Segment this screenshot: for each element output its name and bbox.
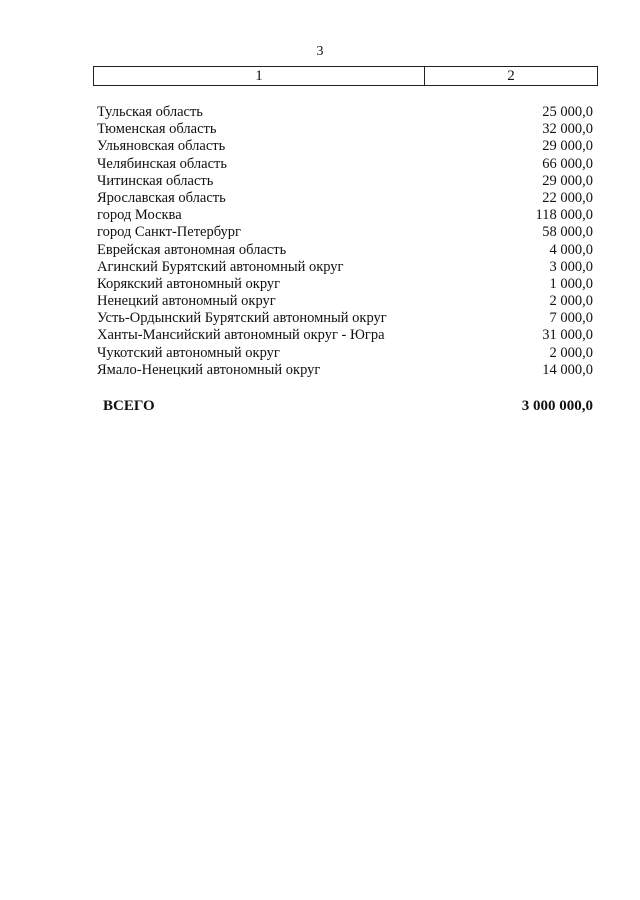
region-amount: 31 000,0 xyxy=(542,327,593,344)
table-row xyxy=(97,310,593,327)
table-row xyxy=(97,190,593,207)
page-number: 3 xyxy=(316,44,324,59)
region-amount: 58 000,0 xyxy=(542,224,593,241)
total-row xyxy=(103,398,593,415)
region-name: Тульская область xyxy=(97,104,203,120)
region-amount: 7 000,0 xyxy=(549,310,593,327)
region-amount: 3 000,0 xyxy=(549,258,593,275)
region-name: Еврейская автономная область xyxy=(97,241,287,258)
region-name: Ненецкий автономный округ xyxy=(97,293,276,310)
region-name: Ямало-Ненецкий автономный округ xyxy=(97,361,321,378)
table-row xyxy=(97,293,593,310)
table-row xyxy=(97,259,593,276)
region-amount: 1 000,0 xyxy=(549,275,593,292)
region-amount: 29 000,0 xyxy=(542,138,593,155)
region-amount: 32 000,0 xyxy=(542,121,593,138)
table-row xyxy=(97,345,593,362)
table-row xyxy=(97,224,593,241)
table-row xyxy=(97,207,593,224)
region-name: город Москва xyxy=(97,207,182,224)
region-name: Читинская область xyxy=(97,172,214,189)
region-amount: 2 000,0 xyxy=(549,344,593,361)
region-list xyxy=(97,104,593,379)
table-row xyxy=(97,276,593,293)
region-amount: 22 000,0 xyxy=(542,189,593,206)
region-name: Агинский Бурятский автономный округ xyxy=(97,258,344,275)
region-amount: 118 000,0 xyxy=(535,207,593,224)
region-name: Ярославская область xyxy=(97,189,226,206)
table-row xyxy=(97,104,593,121)
table-row xyxy=(97,327,593,344)
table-row xyxy=(97,156,593,173)
column-2-header: 2 xyxy=(507,68,515,84)
region-amount: 66 000,0 xyxy=(542,155,593,172)
table-row xyxy=(97,121,593,138)
region-name: Челябинская область xyxy=(97,155,227,172)
region-name: Тюменская область xyxy=(97,121,217,138)
table-row xyxy=(97,173,593,190)
region-name: Корякский автономный округ xyxy=(97,275,281,292)
region-name: Ханты-Мансийский автономный округ - Югра xyxy=(97,327,385,344)
column-1-header: 1 xyxy=(94,67,425,85)
region-amount: 14 000,0 xyxy=(542,361,593,378)
table-row xyxy=(97,362,593,379)
table-row xyxy=(97,138,593,155)
region-amount: 4 000,0 xyxy=(549,241,593,258)
region-amount: 25 000,0 xyxy=(542,104,593,120)
region-name: Ульяновская область xyxy=(97,138,226,155)
region-name: Чукотский автономный округ xyxy=(97,344,280,361)
total-amount: 3 000 000,0 xyxy=(521,398,593,414)
region-amount: 2 000,0 xyxy=(549,293,593,310)
region-name: Усть-Ордынский Бурятский автономный округ xyxy=(97,310,387,327)
total-label: ВСЕГО xyxy=(103,398,155,414)
region-name: город Санкт-Петербург xyxy=(97,224,242,241)
region-amount: 29 000,0 xyxy=(542,172,593,189)
table-row xyxy=(97,242,593,259)
table-header xyxy=(93,66,598,86)
